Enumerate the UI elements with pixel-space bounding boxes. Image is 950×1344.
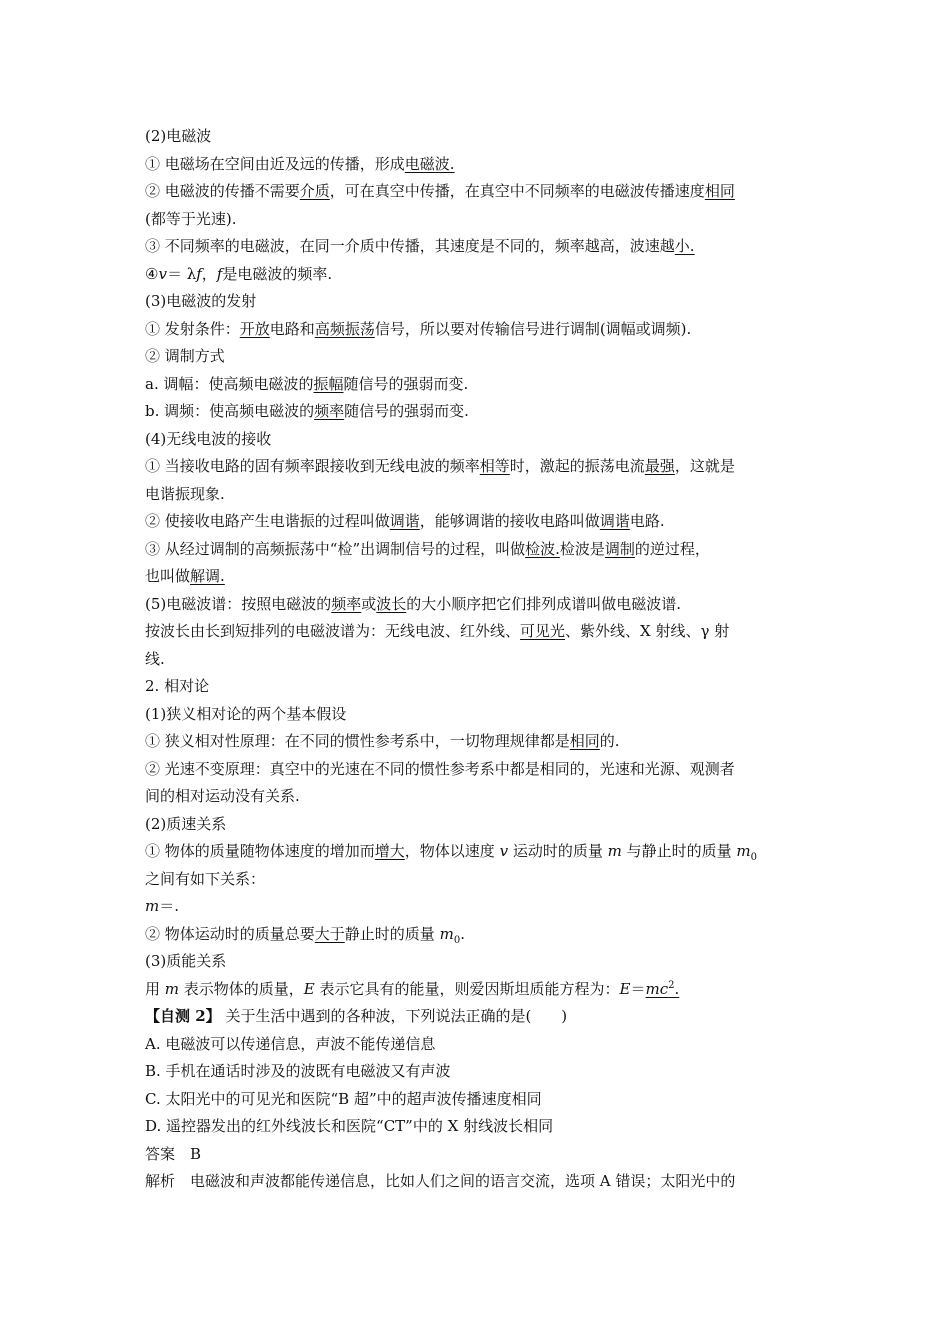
text-line: 也叫做解调. <box>145 567 225 585</box>
text-line: ① 物体的质量随物体速度的增加而增大，物体以速度 v 运动时的质量 m 与静止时的质量 $m_0$ <box>145 842 757 863</box>
option-a: A. 电磁波可以传递信息，声波不能传递信息 <box>145 1034 436 1053</box>
self-test-label: 【自测 2】 <box>145 1007 221 1025</box>
text-line: ② 电磁波的传播不需要介质，可在真空中传播，在真空中不同频率的电磁波传播速度相同 <box>145 182 735 200</box>
formula-line: ④v＝ λf，f是电磁波的频率. <box>145 264 333 283</box>
text-line: ② 调制方式 <box>145 347 225 365</box>
text-line: 间的相对运动没有关系. <box>145 787 300 805</box>
text-line: ③ 不同频率的电磁波，在同一介质中传播，其速度是不同的，频率越高，波速越小. <box>145 237 695 255</box>
option-b: B. 手机在通话时涉及的波既有电磁波又有声波 <box>145 1062 451 1080</box>
heading-radio-reception: (4)无线电波的接收 <box>145 429 272 448</box>
question-stem: 【自测 2】 关于生活中遇到的各种波，下列说法正确的是( ) <box>145 1007 568 1025</box>
text-line: ③ 从经过调制的高频振荡中“检”出调制信号的过程，叫做检波.检波是调制的逆过程， <box>145 539 710 558</box>
heading-mass-velocity: (2)质速关系 <box>145 814 227 833</box>
text-line: 用 m 表示物体的质量，E 表示它具有的能量，则爱因斯坦质能方程为：$E=mc^2$. <box>145 979 680 998</box>
heading-em-wave: (2)电磁波 <box>145 127 212 145</box>
text-line: ① 发射条件：开放电路和高频振荡信号，所以要对传输信号进行调制(调幅或调频). <box>145 319 692 338</box>
text-line: 按波长由长到短排列的电磁波谱为：无线电波、红外线、可见光、紫外线、X 射线、γ 射 <box>145 622 730 640</box>
heading-em-emission: (3)电磁波的发射 <box>145 292 257 310</box>
text-line: 之间有如下关系： <box>145 869 266 888</box>
text-line: ② 光速不变原理：真空中的光速在不同的惯性参考系中都是相同的，光速和光源、观测者 <box>145 759 735 778</box>
text-line: (5)电磁波谱：按照电磁波的频率或波长的大小顺序把它们排列成谱叫做电磁波谱. <box>145 594 682 613</box>
formula-line: m＝. <box>145 897 180 915</box>
heading-postulates: (1)狭义相对论的两个基本假设 <box>145 704 347 723</box>
text-line: 线. <box>145 649 165 668</box>
text-line: ① 电磁场在空间由近及远的传播，形成电磁波. <box>145 154 455 173</box>
text-line: b. 调频：使高频电磁波的频率随信号的强弱而变. <box>145 402 469 420</box>
text-line: ② 使接收电路产生电谐振的过程叫做调谐，能够调谐的接收电路叫做调谐电路. <box>145 512 665 530</box>
answer-line: 答案 B <box>145 1144 202 1163</box>
analysis-line: 解析 电磁波和声波都能传递信息，比如人们之间的语言交流，选项 A 错误；太阳光中的 <box>145 1172 736 1190</box>
option-d: D. 遥控器发出的红外线波长和医院“CT”中的 X 射线波长相同 <box>145 1117 554 1135</box>
text-line: (都等于光速). <box>145 209 237 228</box>
option-c: C. 太阳光中的可见光和医院“B 超”中的超声波传播速度相同 <box>145 1089 542 1108</box>
document-page <box>145 123 810 1196</box>
heading-mass-energy: (3)质能关系 <box>145 952 227 970</box>
text-line: 电谐振现象. <box>145 484 225 503</box>
text-line: a. 调幅：使高频电磁波的振幅随信号的强弱而变. <box>145 374 469 393</box>
heading-relativity: 2. 相对论 <box>145 677 210 695</box>
text-line: ② 物体运动时的质量总要大于静止时的质量 $m_0$. <box>145 924 465 946</box>
text-line: ① 当接收电路的固有频率跟接收到无线电波的频率相等时，激起的振荡电流最强，这就是 <box>145 457 735 475</box>
text-line: ① 狭义相对性原理：在不同的惯性参考系中，一切物理规律都是相同的. <box>145 732 620 750</box>
